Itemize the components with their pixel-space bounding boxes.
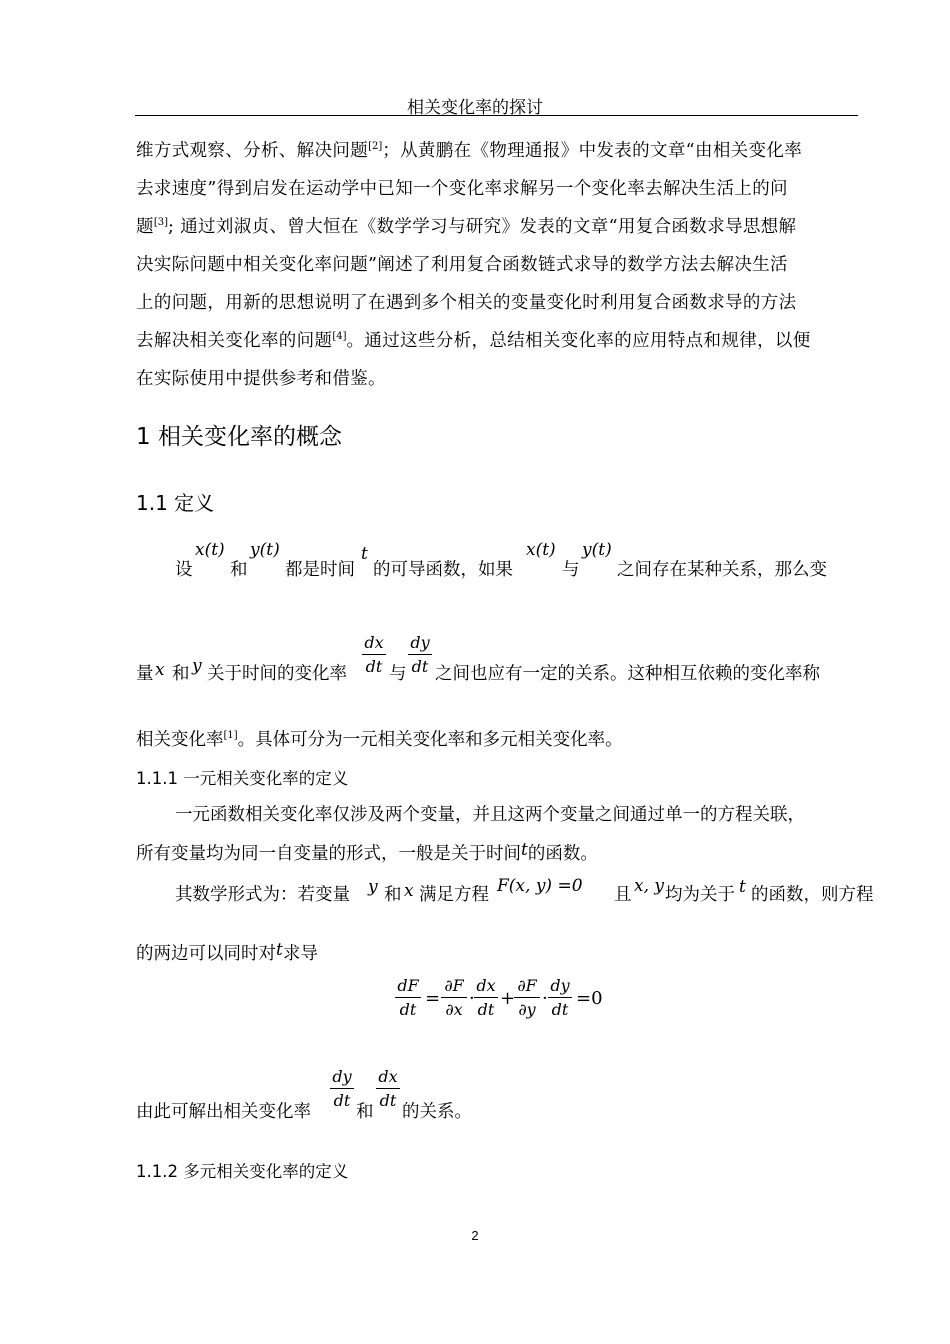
definition-text-1: 设 bbox=[175, 560, 193, 580]
math-x: x bbox=[155, 660, 165, 680]
definition-text-9: 关于时间的变化率 bbox=[207, 664, 347, 684]
definition-text-5: 与 bbox=[562, 560, 580, 580]
definition-text-2: 和 bbox=[230, 560, 248, 580]
math-t: t bbox=[739, 877, 746, 897]
equals-zero: =0 bbox=[576, 988, 603, 1009]
section-heading-1-1: 1.1 定义 bbox=[136, 491, 215, 515]
running-header-title: 相关变化率的探讨 bbox=[407, 98, 543, 118]
fraction-dy-dt: dy dt bbox=[330, 1067, 354, 1111]
univariate-text-9: 的两边可以同时对t求导 bbox=[136, 940, 318, 964]
intro-line-3: 题[3]; 通过刘淑贞、曾大恒在《数学学习与研究》发表的文章“用复合函数求导思想解 bbox=[136, 217, 797, 237]
univariate-text-10: 由此可解出相关变化率 bbox=[136, 1102, 311, 1122]
univariate-text-11: 和 bbox=[356, 1102, 374, 1122]
intro-line-6: 去解决相关变化率的问题[4]。通过这些分析，总结相关变化率的应用特点和规律，以便 bbox=[136, 331, 811, 351]
intro-line-1: 维方式观察、分析、解决问题[2]；从黄鹏在《物理通报》中发表的文章“由相关变化率 bbox=[136, 141, 803, 161]
definition-text-7: 量 bbox=[136, 664, 154, 684]
math-x: x bbox=[404, 881, 414, 901]
math-t: t bbox=[521, 840, 528, 860]
fraction-dx-dt: dx dt bbox=[474, 976, 498, 1020]
definition-text-12: 相关变化率[1]。具体可分为一元相关变化率和多元相关变化率。 bbox=[136, 730, 623, 750]
fraction-dx-dt: dx dt bbox=[362, 633, 386, 677]
dot-operator: · bbox=[542, 988, 548, 1009]
univariate-text-5: 满足方程 bbox=[419, 885, 489, 905]
math-t: t bbox=[276, 940, 283, 960]
math-y-of-t: y(t) bbox=[250, 540, 280, 560]
definition-text-10: 与 bbox=[389, 664, 407, 684]
section-heading-1-1-1: 1.1.1 一元相关变化率的定义 bbox=[136, 769, 349, 788]
math-y: y bbox=[192, 656, 202, 676]
citation-ref[interactable]: [3] bbox=[153, 217, 169, 228]
page-number: 2 bbox=[471, 1228, 479, 1243]
fraction-dF-dt: dF dt bbox=[395, 976, 421, 1020]
intro-line-2: 去求速度”得到启发在运动学中已知一个变化率求解另一个变化率去解决生活上的问 bbox=[136, 179, 788, 199]
univariate-text-8: 的函数，则方程 bbox=[751, 885, 874, 905]
header-rule bbox=[135, 115, 858, 116]
definition-text-6: 之间存在某种关系，那么变 bbox=[617, 560, 827, 580]
math-equation-inline: F(x, y) =0 bbox=[497, 876, 583, 896]
section-heading-1: 1 相关变化率的概念 bbox=[136, 424, 342, 450]
section-heading-1-1-2: 1.1.2 多元相关变化率的定义 bbox=[136, 1162, 349, 1181]
intro-line-4: 决实际问题中相关变化率问题”阐述了利用复合函数链式求导的数学方法去解决生活 bbox=[136, 255, 788, 275]
definition-text-8: 和 bbox=[172, 664, 190, 684]
math-x-of-t: x(t) bbox=[195, 540, 225, 560]
fraction-dx-dt: dx dt bbox=[376, 1067, 400, 1111]
citation-ref[interactable]: [2] bbox=[368, 141, 383, 152]
citation-ref[interactable]: [4] bbox=[332, 331, 347, 342]
intro-line-5: 上的问题，用新的思想说明了在遇到多个相关的变量变化时利用复合函数求导的方法 bbox=[136, 293, 797, 313]
citation-ref[interactable]: [1] bbox=[223, 730, 238, 741]
univariate-text-2: 所有变量均为同一自变量的形式，一般是关于时间t的函数。 bbox=[136, 840, 598, 864]
fraction-dy-dt: dy dt bbox=[408, 633, 432, 677]
univariate-text-12: 的关系。 bbox=[402, 1102, 472, 1122]
definition-text-11: 之间也应有一定的关系。这种相互依赖的变化率称 bbox=[435, 664, 820, 684]
equals-sign: = bbox=[425, 988, 441, 1009]
math-x-y: x, y bbox=[634, 876, 664, 896]
definition-text-3: 都是时间 bbox=[285, 560, 355, 580]
univariate-text-4: 和 bbox=[384, 885, 402, 905]
math-y: y bbox=[368, 877, 378, 897]
univariate-text-1: 一元函数相关变化率仅涉及两个变量，并且这两个变量之间通过单一的方程关联， bbox=[175, 805, 805, 825]
plus-sign: + bbox=[500, 988, 516, 1009]
intro-line-7: 在实际使用中提供参考和借鉴。 bbox=[136, 369, 386, 389]
definition-text-4: 的可导函数，如果 bbox=[373, 560, 513, 580]
fraction-dy-dt: dy dt bbox=[548, 976, 572, 1020]
math-x-of-t-2: x(t) bbox=[526, 540, 556, 560]
fraction-partial-F-x: ∂F ∂x bbox=[441, 976, 467, 1020]
univariate-text-7: 均为关于 bbox=[665, 885, 735, 905]
math-t: t bbox=[361, 544, 368, 564]
math-y-of-t-2: y(t) bbox=[582, 540, 612, 560]
dot-operator: · bbox=[469, 988, 475, 1009]
univariate-text-3: 其数学形式为：若变量 bbox=[175, 885, 350, 905]
univariate-text-6: 且 bbox=[614, 885, 632, 905]
fraction-partial-F-y: ∂F ∂y bbox=[514, 976, 540, 1020]
